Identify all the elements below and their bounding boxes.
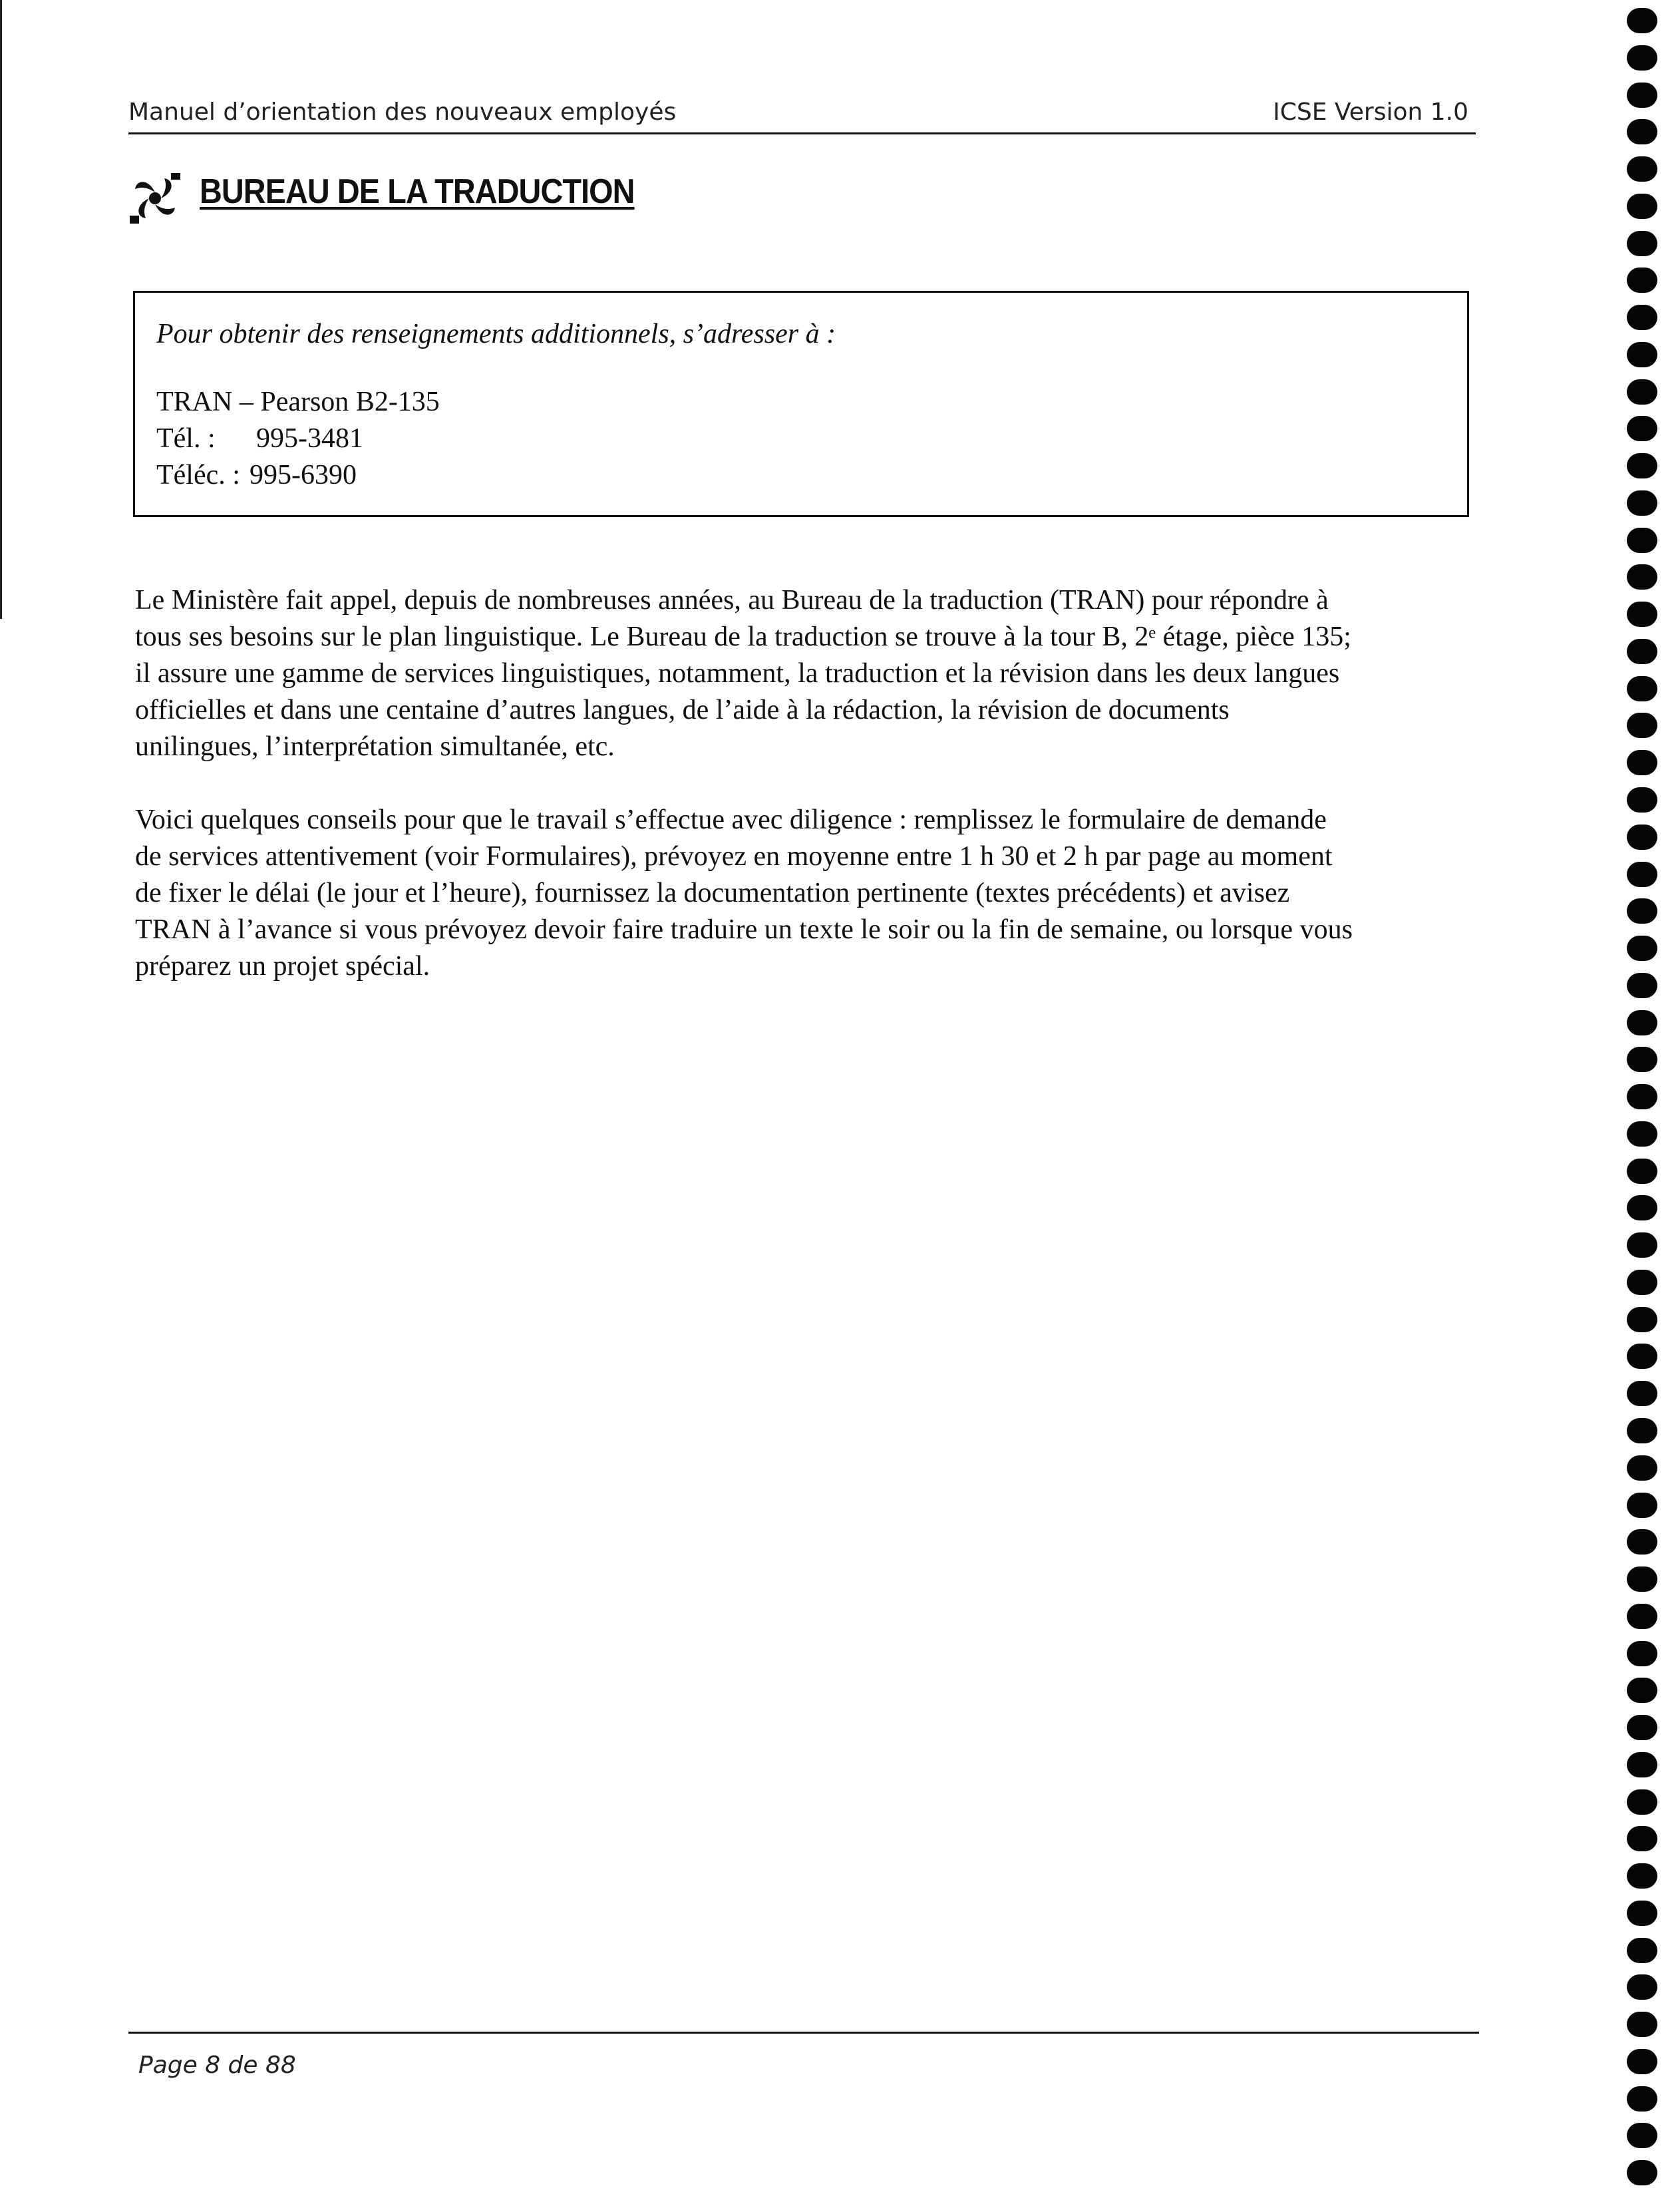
paragraph-line: Le Ministère fait appel, depuis de nombreuses années, au Bureau de la traduction (TRAN) pour répondre à (135, 585, 1329, 616)
binding-hole (1627, 1455, 1657, 1481)
pinwheel-icon (128, 172, 182, 225)
binding-hole (1627, 1010, 1657, 1035)
binding-hole (1627, 231, 1657, 256)
binding-hole (1627, 1566, 1657, 1592)
binding-hole (1627, 45, 1657, 71)
binding-hole (1627, 1752, 1657, 1777)
binding-hole (1627, 1307, 1657, 1332)
binding-hole (1627, 1901, 1657, 1926)
contact-office: TRAN – Pearson B2-135 (156, 387, 440, 417)
fax-value: 995-6390 (250, 460, 357, 490)
binding-hole (1627, 936, 1657, 961)
binding-hole (1627, 1121, 1657, 1147)
paragraph-line: de services attentivement (voir Formulaires), prévoyez en moyenne entre 1 h 30 et 2 h par page au moment (135, 841, 1333, 872)
paragraph-line: Voici quelques conseils pour que le travail s’effectue avec diligence : remplissez le formulaire de demande (135, 805, 1327, 835)
binding-hole (1627, 156, 1657, 182)
binding-hole (1627, 787, 1657, 813)
binding-hole (1627, 2086, 1657, 2112)
contact-info-box (133, 291, 1469, 517)
binding-hole (1627, 2160, 1657, 2185)
contact-phone (156, 423, 363, 455)
binding-hole (1627, 2049, 1657, 2074)
binding-hole (1627, 1938, 1657, 1963)
paragraph-line: préparez un projet spécial. (135, 951, 430, 982)
binding-hole (1627, 2012, 1657, 2037)
binding-hole (1627, 1084, 1657, 1109)
spiral-binding (1627, 7, 1667, 2203)
binding-hole (1627, 1863, 1657, 1889)
binding-hole (1627, 564, 1657, 590)
binding-hole (1627, 119, 1657, 144)
binding-hole (1627, 8, 1657, 33)
binding-hole (1627, 1418, 1657, 1443)
binding-hole (1627, 490, 1657, 516)
binding-hole (1627, 1529, 1657, 1555)
header-document-title: Manuel d’orientation des nouveaux employés (128, 98, 677, 126)
binding-hole (1627, 862, 1657, 887)
header-divider (128, 132, 1476, 134)
binding-hole (1627, 750, 1657, 775)
header-version: ICSE Version 1.0 (1273, 98, 1468, 126)
binding-hole (1627, 1344, 1657, 1369)
binding-hole (1627, 416, 1657, 441)
binding-hole (1627, 83, 1657, 108)
phone-label: Tél. : (156, 423, 216, 454)
binding-hole (1627, 1678, 1657, 1703)
section-title: BUREAU DE LA TRADUCTION (200, 172, 635, 211)
fax-label: Téléc. : (156, 460, 240, 490)
paragraph-line: de fixer le délai (le jour et l’heure), fournissez la documentation pertinente (textes précédents) et avisez (135, 878, 1290, 908)
binding-hole (1627, 268, 1657, 293)
binding-hole (1627, 1641, 1657, 1666)
binding-hole (1627, 194, 1657, 219)
binding-hole (1627, 1047, 1657, 1072)
binding-hole (1627, 342, 1657, 367)
binding-hole (1627, 1974, 1657, 2000)
contact-fax (156, 459, 357, 491)
binding-hole (1627, 1270, 1657, 1295)
binding-hole (1627, 639, 1657, 664)
binding-hole (1627, 379, 1657, 405)
paragraph-line: unilingues, l’interprétation simultanée, etc. (135, 731, 615, 762)
binding-hole (1627, 713, 1657, 738)
paragraph-advice (135, 802, 1492, 985)
contact-intro: Pour obtenir des renseignements additionnels, s’adresser à : (156, 319, 836, 349)
binding-hole (1627, 1826, 1657, 1851)
paragraph-line: tous ses besoins sur le plan linguistique. Le Bureau de la traduction se trouve à la tour B, 2ᵉ étage, pièce 135; (135, 622, 1351, 652)
binding-hole (1627, 1789, 1657, 1815)
binding-hole (1627, 602, 1657, 627)
paragraph-line: officielles et dans une centaine d’autres langues, de l’aide à la rédaction, la révision de documents (135, 695, 1230, 725)
binding-hole (1627, 1493, 1657, 1518)
paragraph-line: TRAN à l’avance si vous prévoyez devoir faire traduire un texte le soir ou la fin de semaine, ou lorsque vous (135, 914, 1353, 945)
binding-hole (1627, 1159, 1657, 1184)
footer-divider (128, 2032, 1479, 2034)
paragraph-line: il assure une gamme de services linguistiques, notamment, la traduction et la révision dans les deux langues (135, 658, 1340, 689)
binding-hole (1627, 973, 1657, 998)
binding-hole (1627, 453, 1657, 478)
binding-hole (1627, 676, 1657, 701)
binding-hole (1627, 528, 1657, 553)
binding-hole (1627, 2123, 1657, 2148)
binding-hole (1627, 898, 1657, 924)
binding-hole (1627, 825, 1657, 850)
binding-hole (1627, 1195, 1657, 1220)
binding-hole (1627, 1381, 1657, 1406)
binding-hole (1627, 1715, 1657, 1740)
scan-edge (0, 0, 2, 619)
page-number: Page 8 de 88 (138, 2052, 296, 2079)
phone-value: 995-3481 (256, 423, 363, 454)
binding-hole (1627, 305, 1657, 330)
paragraph-intro (135, 582, 1492, 765)
binding-hole (1627, 1604, 1657, 1629)
binding-hole (1627, 1232, 1657, 1258)
